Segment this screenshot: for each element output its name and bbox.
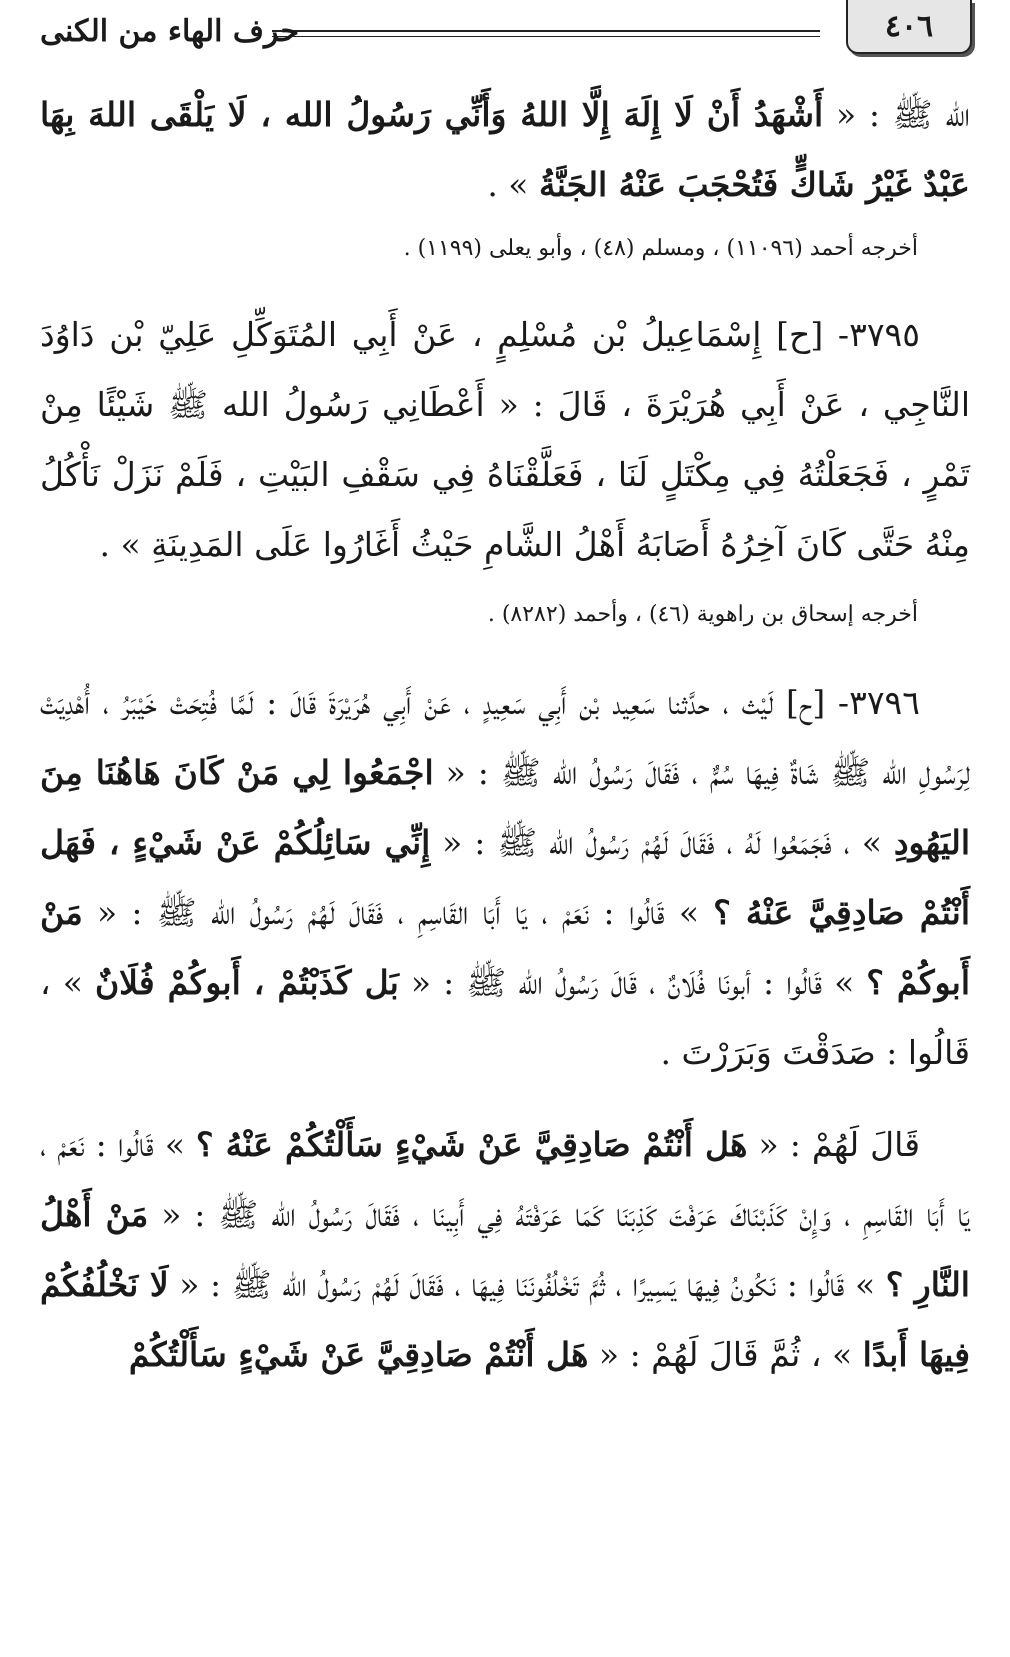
hadith-quote: أَشْهَدُ أَنْ لَا إِلَهَ إِلَّا اللهُ وَأَنِّي رَسُولُ الله ، لَا يَلْقَى اللهَ بِهَا عَبْدٌ غَيْرُ شَاكٍّ فَتُحْجَبَ عَنْهُ الجَنَّةُ <box>40 95 970 204</box>
text-span: » . <box>487 165 539 204</box>
hadith-quote: إِنِّي سَائِلُكُمْ عَنْ شَيْءٍ ، فَهَل أَنْتُمْ صَادِقِيَّ عَنْهُ ؟ <box>40 823 970 932</box>
hadith-quote: هَل أَنْتُمْ صَادِقِيَّ عَنْ شَيْءٍ سَأَلْتُكُمْ <box>128 1335 589 1374</box>
text-span: » ، فَجَمَعُوا لَهُ ، فَقَالَ لَهُمْ رَسُولُ الله ﷺ : « <box>430 823 894 862</box>
paragraph-continuation <box>40 80 970 220</box>
text-span: ٣٧٩٦- [ح] لَيْث ، حدَّثنا سَعِيد بْن أَبِي سَعِيدٍ ، عَنْ أَبِي هُرَيْرَةَ قَالَ : لَمَّا فُتِحَتْ خَيْبَرُ ، أُهْدِيَتْ لِرَسُولِ الله ﷺ شَاةٌ فِيهَا سُمٌّ ، فَقَالَ رَسُولُ الله ﷺ : « <box>40 683 970 792</box>
text-span: » قَالُوا : نَكُونُ فِيهَا يَسِيرًا ، ثُمَّ تَخْلُفُونَنَا فِيهَا ، فَقَالَ لَهُمْ رَسُولُ الله ﷺ : « <box>168 1265 886 1304</box>
hadith-quote: مَنْ أَهْلُ النَّارِ ؟ <box>40 1195 970 1304</box>
text-span: » ، ثُمَّ قَالَ لَهُمْ : « <box>588 1335 863 1374</box>
text-span: » قَالُوا : نَعَمْ ، يَا أَبَا القَاسِمِ ، وَإِنْ كَذَبْنَاكَ عَرَفْتَ كَذِبَنَا كَمَا عَرَفْتَهُ فِي أَبِينَا ، فَقَالَ رَسُولُ الله ﷺ : « <box>40 1125 970 1234</box>
text-span: » قَالُوا : نَعَمْ ، يَا أَبَا القَاسِمِ ، فَقَالَ لَهُمْ رَسُولُ الله ﷺ : « <box>82 893 714 932</box>
hadith-quote: مَنْ أَبوكُمْ ؟ <box>40 893 970 1002</box>
source-note: أخرجه أحمد (١١٠٩٦) ، ومسلم (٤٨) ، وأبو يعلى (١١٩٩) . <box>403 236 918 261</box>
header-rule <box>272 30 820 37</box>
text-span: قَالَ لَهُمْ : « <box>747 1125 920 1164</box>
hadith-text: ٣٧٩٥- [ح] إِسْمَاعِيلُ بْن مُسْلِمٍ ، عَنْ أَبِي المُتَوَكِّلِ عَلِيّ بْن دَاوُدَ النَّاجِي ، عَنْ أَبِي هُرَيْرَةَ ، قَالَ : « أَعْطَانِي رَسُولُ الله ﷺ شَيْئًا مِنْ تَمْرٍ ، فَجَعَلْتُهُ فِي مِكْتَلٍ لَنَا ، فَعَلَّقْنَاهُ فِي سَقْفِ البَيْتِ ، فَلَمْ نَزَلْ نَأْكُلُ مِنْهُ حَتَّى كَانَ آخِرُهُ أَصَابَهُ أَهْلُ الشَّامِ حَيْثُ أَغَارُوا عَلَى المَدِينَةِ » . <box>40 315 970 564</box>
text-span: الله ﷺ : « <box>823 95 970 134</box>
paragraph-dialogue <box>40 1110 970 1390</box>
hadith-quote: لَا نَخْلُفُكُمْ فِيهَا أَبدًا <box>40 1265 970 1374</box>
hadith-quote: هَل أَنْتُمْ صَادِقِيَّ عَنْ شَيْءٍ سَأَلْتُكُمْ عَنْهُ ؟ <box>196 1125 748 1164</box>
hadith-3795 <box>40 300 970 580</box>
hadith-quote: اجْمَعُوا لِي مَنْ كَانَ هَاهُنَا مِنَ اليَهُودِ <box>40 753 970 862</box>
hadith-3796 <box>40 668 970 1088</box>
text-span: » قَالُوا : أبونَا فُلَانٌ ، قَالَ رَسُولُ الله ﷺ : « <box>398 963 867 1002</box>
chapter-title: حرف الهاء من الكنى <box>40 14 300 49</box>
hadith-quote: بَل كَذَبْتُمْ ، أَبوكُمْ فُلَانٌ <box>94 963 399 1002</box>
source-note: أخرجه إسحاق بن راهوية (٤٦) ، وأحمد (٨٢٨٢) . <box>487 602 918 627</box>
page-header <box>0 0 1010 70</box>
page-number: ٤٠٦ <box>846 0 972 54</box>
text-span: » ، قَالُوا : صَدَقْتَ وَبَرَرْتَ . <box>40 963 970 1072</box>
